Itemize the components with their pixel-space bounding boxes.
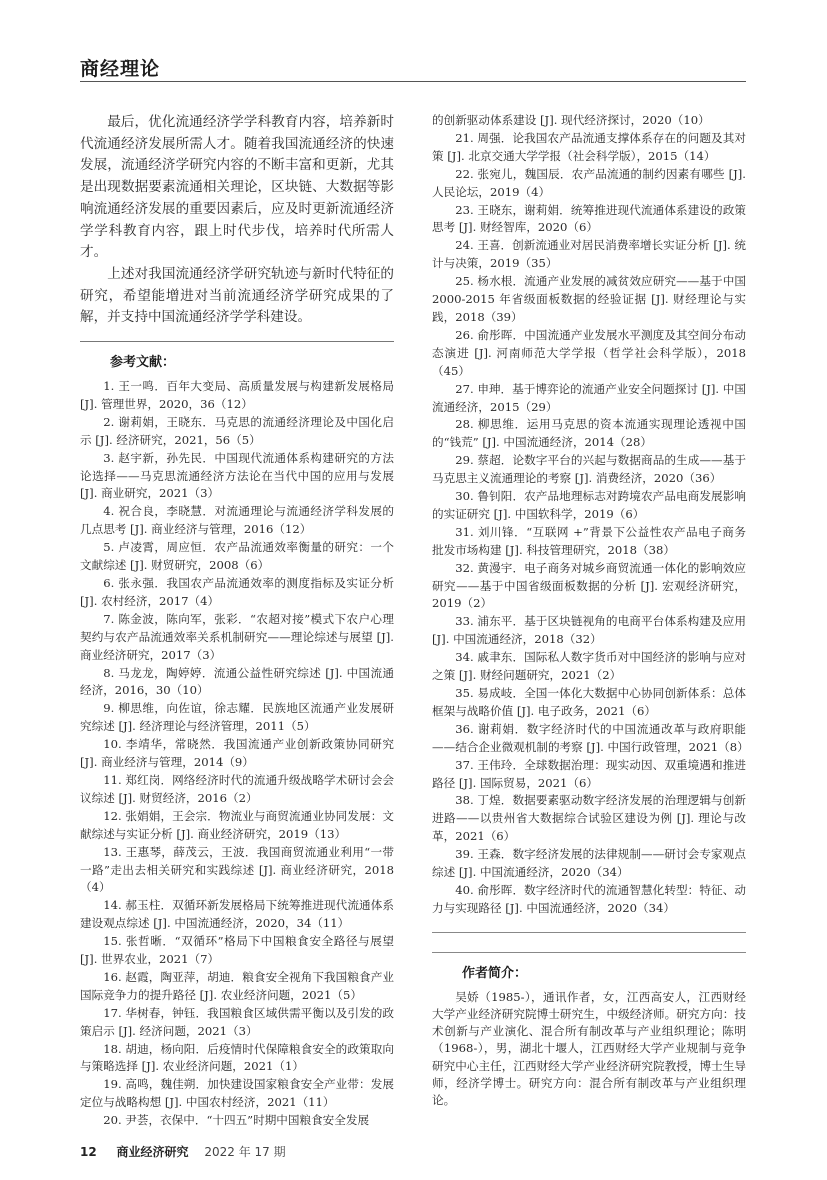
reference-item: 25. 杨水根．流通产业发展的减贫效应研究——基于中国 2000-2015 年省级面板数据的经验证据 [J]. 财经理论与实践，2018（39）	[432, 274, 746, 324]
author-bio-text: 吴娇（1985-），通讯作者，女，江西高安人，江西财经大学产业经济研究院博士研究生，中级经济师。研究方向：技术创新与产业演化、混合所有制改革与产业组织理论；陈明（1968-），男，湖北十堰人，江西财经大学产业规制与竞争研究中心主任，江西财经大学产业经济研究院教授，博士生导师，经济学博士。研究方向：混合所有制改革与产业组织理论。	[432, 989, 746, 1107]
reference-item: 18. 胡迪，杨向阳．后疫情时代保障粮食安全的政策取向与策略选择 [J]. 农业经济问题，2021（1）	[80, 1041, 394, 1074]
reference-item: 23. 王晓东，谢莉娟．统筹推进现代流通体系建设的政策思考 [J]. 财经智库，2020（6）	[432, 202, 746, 235]
intro-paragraph: 最后，优化流通经济学学科教育内容，培养新时代流通经济发展所需人才。随着我国流通经济的快速发展，流通经济学研究内容的不断丰富和更新，尤其是出现数据要素流通相关理论，区块链、大数据等影响流通经济发展的重要因素后，应及时更新流通经济学学科教育内容，跟上时代步伐，培养时代所需人才。	[80, 114, 394, 261]
reference-item: 38. 丁煌．数据要素驱动数字经济发展的治理逻辑与创新进路——以贵州省大数据综合试验区建设为例 [J]. 理论与改革，2021（6）	[432, 793, 746, 844]
reference-item: 13. 王惠琴，薛茂云，王波．我国商贸流通业利用“一带一路”走出去相关研究和实践综述 [J]. 商业经济研究，2018（4）	[80, 844, 394, 895]
reference-item: 36. 谢莉娟．数字经济时代的中国流通改革与政府职能——结合企业微观机制的考察 [J]. 中国行政管理，2021（8）	[432, 721, 749, 754]
reference-item: 35. 易成岐．全国一体化大数据中心协同创新体系：总体框架与战略价值 [J]. 电子政务，2021（6）	[432, 686, 746, 718]
header-rule	[80, 81, 746, 82]
reference-item: 20. 尹荟，衣保中．“十四五”时期中国粮食安全发展	[103, 1113, 370, 1128]
reference-item: 29. 蔡超．论数字平台的兴起与数据商品的生成——基于马克思主义流通理论的考察 [J]. 消费经济，2020（36）	[432, 453, 746, 486]
reference-item: 8. 马龙龙，陶婷婷．流通公益性研究综述 [J]. 中国流通经济，2016，30（10）	[80, 665, 394, 698]
author-bio	[432, 989, 746, 1109]
divider-rule	[432, 932, 746, 933]
section-title: 商经理论	[80, 58, 161, 80]
reference-item: 7. 陈金波，陈向军，张彩．“农超对接”模式下农户心理契约与农产品流通效率关系机制研究——理论综述与展望 [J]. 商业经济研究，2017（3）	[80, 611, 394, 662]
left-column	[80, 112, 394, 1130]
page-footer	[80, 1144, 746, 1160]
reference-item: 34. 戚聿东．国际私人数字货币对中国经济的影响与应对之策 [J]. 财经问题研究，2021（2）	[432, 650, 746, 683]
reference-item: 15. 张哲晰．“双循环”格局下中国粮食安全路径与展望 [J]. 世界农业，2021（7）	[80, 934, 394, 967]
reference-item: 33. 浦东平．基于区块链视角的电商平台体系构建及应用 [J]. 中国流通经济，2018（32）	[432, 614, 746, 647]
references-list-left	[80, 378, 394, 1130]
reference-item: 31. 刘川锋．“互联网 +”背景下公益性农产品电子商务批发市场构建 [J]. 科技管理研究，2018（38）	[432, 524, 746, 557]
references-heading: 参考文献：	[110, 355, 176, 371]
reference-item: 12. 张娟娟，王会宗．物流业与商贸流通业协同发展：文献综述与实证分析 [J]. 商业经济研究，2019（13）	[80, 808, 394, 841]
reference-item: 1. 王一鸣．百年大变局、高质量发展与构建新发展格局 [J]. 管理世界，2020，36（12）	[80, 379, 394, 411]
references-rule	[80, 341, 394, 342]
reference-item: 28. 柳思维．运用马克思的资本流通实现理论透视中国的“钱荒” [J]. 中国流通经济，2014（28）	[432, 417, 746, 450]
body-columns	[80, 112, 749, 1130]
reference-item: 3. 赵宇新，孙先民．中国现代流通体系构建研究的方法论选择——马克思流通经济方法论在当代中国的应用与发展 [J]. 商业研究，2021（3）	[80, 450, 394, 501]
reference-item: 2. 谢莉娟，王晓东．马克思的流通经济理论及中国化启示 [J]. 经济研究，2021，56（5）	[80, 414, 394, 447]
reference-item: 17. 华树春，钟钰．我国粮食区域供需平衡以及引发的政策启示 [J]. 经济问题，2021（3）	[80, 1005, 394, 1038]
page-number: 12	[80, 1145, 97, 1160]
reference-item: 40. 俞彤晖．数字经济时代的流通智慧化转型：特征、动力与实现路径 [J]. 中国流通经济，2020（34）	[432, 882, 746, 915]
intro-paragraph: 上述对我国流通经济学研究轨迹与新时代特征的研究，希望能增进对当前流通经济学研究成果的了解，并支持中国流通经济学学科建设。	[80, 265, 394, 326]
journal-name: 商业经济研究	[116, 1145, 189, 1160]
reference-item: 30. 鲁钊阳．农产品地理标志对跨境农产品电商发展影响的实证研究 [J]. 中国软科学，2019（6）	[432, 489, 746, 521]
reference-item: 11. 郑红岗．网络经济时代的流通升级战略学术研讨会会议综述 [J]. 财贸经济，2016（2）	[80, 772, 394, 805]
reference-item: 22. 张宛儿，魏国辰．农产品流通的制约因素有哪些 [J]. 人民论坛，2019（4）	[432, 166, 746, 199]
reference-item: 5. 卢凌霄，周应恒．农产品流通效率衡量的研究：一个文献综述 [J]. 财贸研究，2008（6）	[80, 540, 394, 573]
reference-item-continuation: 的创新驱动体系建设 [J]. 现代经济探讨，2020（10）	[432, 113, 710, 127]
reference-item: 37. 王伟玲．全球数据治理：现实动因、双重境遇和推进路径 [J]. 国际贸易，2021（6）	[432, 757, 746, 790]
reference-item: 39. 王森．数字经济发展的法律规制——研讨会专家观点综述 [J]. 中国流通经济，2020（34）	[432, 847, 746, 880]
reference-item: 4. 祝合良，李晓慧．对流通理论与流通经济学科发展的几点思考 [J]. 商业经济与管理，2016（12）	[80, 504, 394, 537]
divider-rule	[432, 952, 746, 953]
reference-item: 9. 柳思维，向佐谊，徐志耀．民族地区流通产业发展研究综述 [J]. 经济理论与经济管理，2011（5）	[80, 701, 394, 734]
references-list-right	[432, 112, 749, 918]
author-heading: 作者简介：	[462, 965, 528, 981]
issue-label: 2022 年 17 期	[204, 1145, 286, 1160]
reference-item: 10. 李靖华，常晓然．我国流通产业创新政策协同研究 [J]. 商业经济与管理，2014（9）	[80, 737, 394, 770]
reference-item: 27. 申珅．基于博弈论的流通产业安全问题探讨 [J]. 中国流通经济，2015（29）	[432, 381, 746, 414]
reference-item: 14. 郝玉柱．双循环新发展格局下统筹推进现代流通体系建设观点综述 [J]. 中国流通经济，2020，34（11）	[80, 898, 394, 931]
reference-item: 24. 王喜．创新流通业对居民消费率增长实证分析 [J]. 统计与决策，2019（35）	[432, 238, 746, 271]
reference-item: 16. 赵霞，陶亚萍，胡迪．粮食安全视角下我国粮食产业国际竞争力的提升路径 [J]. 农业经济问题，2021（5）	[80, 969, 394, 1002]
reference-item: 21. 周强．论我国农产品流通支撑体系存在的问题及其对策 [J]. 北京交通大学学报（社会科学版），2015（14）	[432, 130, 746, 163]
reference-item: 6. 张永强．我国农产品流通效率的测度指标及实证分析 [J]. 农村经济，2017（4）	[80, 576, 394, 608]
reference-item: 19. 高鸣，魏佳朔．加快建设国家粮食安全产业带：发展定位与战略构想 [J]. 中国农村经济，2021（11）	[80, 1077, 394, 1110]
reference-item: 26. 俞彤晖．中国流通产业发展水平测度及其空间分布动态演进 [J]. 河南师范大学学报（哲学社会科学版），2018（45）	[432, 327, 746, 378]
reference-item: 32. 黄漫宇．电子商务对城乡商贸流通一体化的影响效应研究——基于中国省级面板数据的分析 [J]. 宏观经济研究，2019（2）	[432, 560, 746, 611]
right-column	[432, 112, 749, 1130]
intro-text	[80, 112, 394, 329]
